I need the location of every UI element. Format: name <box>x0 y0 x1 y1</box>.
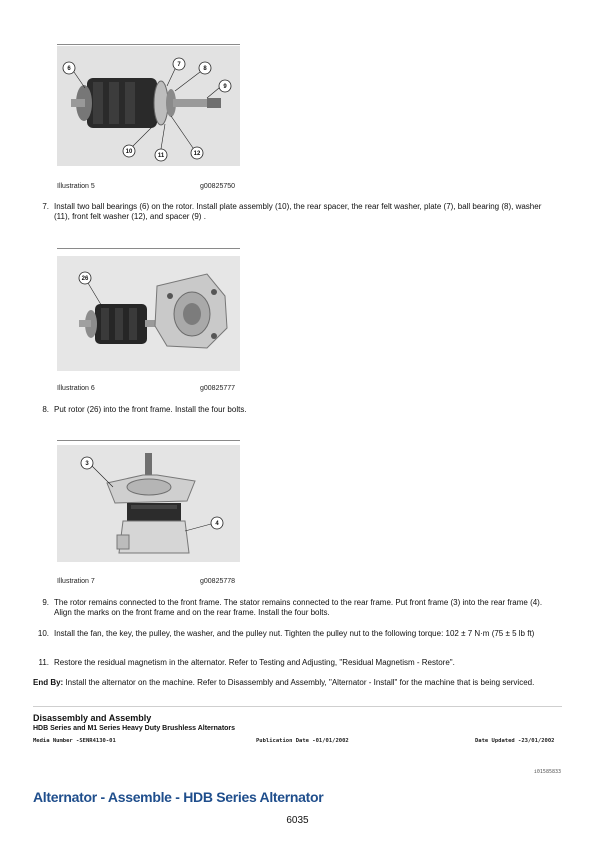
step-number: 8. <box>42 405 49 414</box>
illustration-6-photo <box>57 256 240 371</box>
figure-code: g00825778 <box>200 578 236 585</box>
figure-top-rule <box>57 248 240 249</box>
callout-label: 6 <box>67 66 71 72</box>
step-number: 11. <box>38 658 49 667</box>
footer-divider <box>33 706 562 707</box>
figure-caption: Illustration 7 <box>57 578 95 585</box>
page-number: 6035 <box>286 815 309 826</box>
step-text: Install two ball bearings (6) on the rotor. Install plate assembly (10), the rear spacer, the rear felt washer, plate (7), ball bearing (8), washer (11), front felt washer (12), and spacer (9) . <box>54 202 542 221</box>
callout-label: 10 <box>125 149 133 155</box>
callout-label: 3 <box>85 461 89 467</box>
figure-top-rule <box>57 44 240 45</box>
callout-label: 7 <box>177 62 181 68</box>
date-updated: Date Updated -23/01/2002 <box>475 738 555 744</box>
figure-top-rule <box>57 440 240 441</box>
step-7 <box>33 202 553 222</box>
step-11 <box>33 658 553 668</box>
publication-date: Publication Date -01/01/2002 <box>256 738 349 744</box>
step-number: 10. <box>37 629 49 638</box>
figure-code: g00825750 <box>200 183 236 190</box>
step-text: Restore the residual magnetism in the alternator. Refer to Testing and Adjusting, "Residual Magnetism - Restore". <box>54 658 455 667</box>
footer-subtitle: HDB Series and M1 Series Heavy Duty Brushless Alternators <box>33 725 236 732</box>
illustration-7-photo <box>57 445 240 562</box>
figure-code: g00825777 <box>200 385 236 392</box>
end-by-text: Install the alternator on the machine. Refer to Disassembly and Assembly, "Alternator - Install" for the machine that is being serviced. <box>63 678 535 687</box>
callout-label: 9 <box>223 84 227 90</box>
step-text: The rotor remains connected to the front frame. The stator remains connected to the rear frame. Put front frame (3) into the rear frame (4). Align the marks on the front frame and on the rear frame. Install the four bolts. <box>54 598 543 617</box>
end-by-label: End By: <box>33 678 64 687</box>
step-text: Put rotor (26) into the front frame. Install the four bolts. <box>54 405 247 414</box>
footer-title: Disassembly and Assembly <box>33 713 152 723</box>
callout-label: 11 <box>157 153 165 159</box>
next-section-title: Alternator - Assemble - HDB Series Alternator <box>33 789 324 805</box>
media-number: Media Number -SENR4130-01 <box>33 738 116 744</box>
callout-label: 26 <box>81 276 89 282</box>
end-by-paragraph <box>33 678 558 688</box>
callout-label: 12 <box>193 151 201 157</box>
step-8 <box>33 405 553 415</box>
document-id: i01585833 <box>533 769 561 775</box>
step-10 <box>33 629 553 649</box>
callout-label: 8 <box>203 66 207 72</box>
callout-label: 4 <box>215 521 219 527</box>
illustration-5-photo <box>57 46 240 166</box>
figure-caption: Illustration 5 <box>57 183 95 190</box>
step-number: 9. <box>42 598 49 607</box>
step-9 <box>33 598 553 618</box>
step-number: 7. <box>42 202 49 211</box>
figure-caption: Illustration 6 <box>57 385 95 392</box>
step-text: Install the fan, the key, the pulley, the washer, and the pulley nut. Tighten the pulley nut to the following torque: 102 ± 7 N·m (75 ± 5 lb ft) <box>54 629 535 638</box>
